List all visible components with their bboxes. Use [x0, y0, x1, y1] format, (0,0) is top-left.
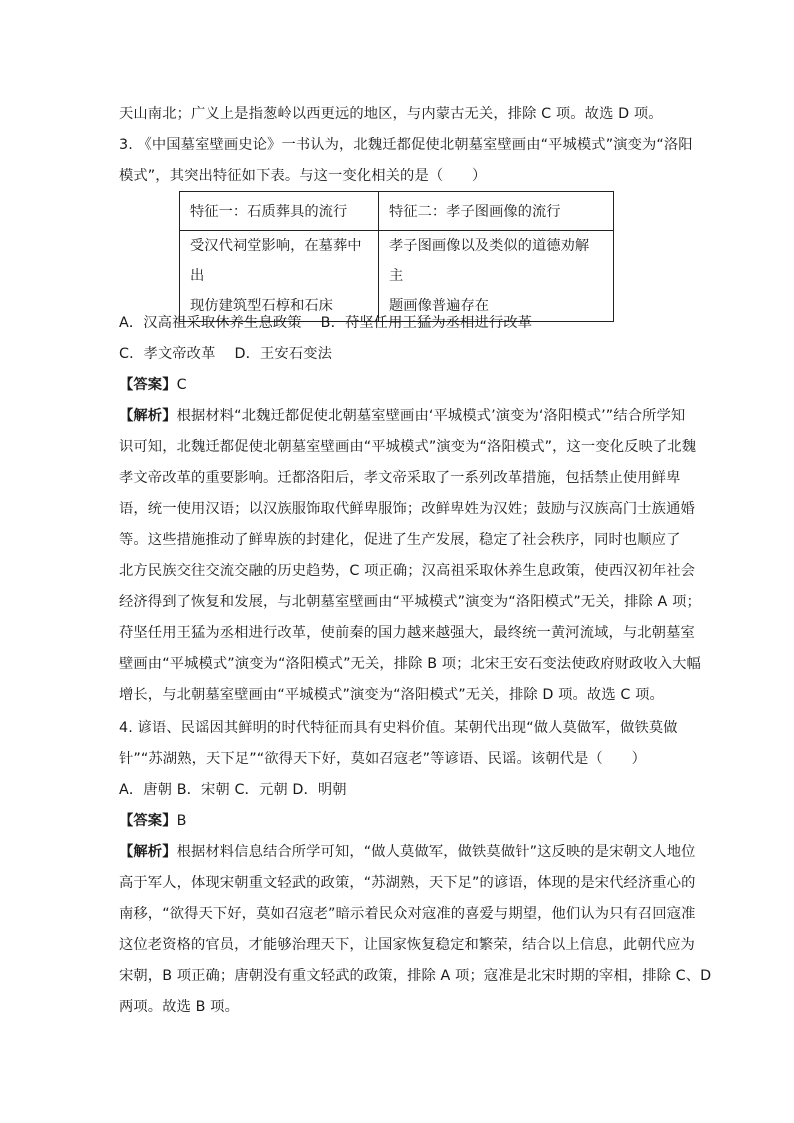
- features-table: [179, 191, 614, 322]
- explanation-line: [119, 406, 685, 426]
- explanation-line: 苻坚任用王猛为丞相进行改革，使前秦的国力越来越强大，最终统一黄河流域，与北朝墓室: [119, 625, 695, 641]
- explanation-line: 等。这些措施推动了鲜卑族的封建化，促进了生产发展，稳定了社会秩序，同时也顺应了: [119, 532, 681, 548]
- table-row: [180, 231, 614, 322]
- explanation-line: 语，统一使用汉语；以汉族服饰取代鲜卑服饰；改鲜卑姓为汉姓；鼓励与汉族高门士族通婚: [119, 501, 695, 517]
- answer-line: [119, 375, 187, 395]
- table-cell: [180, 231, 379, 322]
- explanation-line: 南移，“欲得天下好，莫如召寇老”暗示着民众对寇准的喜爱与期望，他们认为只有召回寇准: [119, 906, 696, 922]
- answer-label: 【答案】: [119, 377, 177, 393]
- explanation-line: 孝文帝改革的重要影响。迁都洛阳后，孝文帝采取了一系列改革措施，包括禁止使用鲜卑: [119, 470, 681, 486]
- question-4-options: A．唐朝 B．宋朝 C．元朝 D．明朝: [119, 782, 347, 798]
- table-cell: [379, 231, 614, 322]
- explanation-line: 识可知，北魏迁都促使北朝墓室壁画由“平城模式”演变为“洛阳模式”，这一变化反映了北魏: [119, 439, 697, 455]
- explanation-line: 两项。故选 B 项。: [119, 999, 239, 1015]
- answer-value: C: [176, 377, 187, 393]
- answer-label: 【答案】: [119, 813, 177, 829]
- explanation-line: 高于军人，体现宋朝重文轻武的政策，“苏湖熟，天下足”的谚语，体现的是宋代经济重心的: [119, 875, 696, 891]
- explanation-line: 北方民族交往交流交融的历史趋势，C 项正确；汉高祖采取休养生息政策，使西汉初年社会: [119, 563, 696, 579]
- cell-line: 现仿建筑型石椁和石床: [190, 298, 333, 314]
- explanation-line: 这位老资格的官员，才能够治理天下，让国家恢复稳定和繁荣，结合以上信息，此朝代应为: [119, 937, 695, 953]
- question-3-stem: 3. 《中国墓室壁画史论》一书认为，北魏迁都促使北朝墓室壁画由“平城模式”演变为“洛阳: [119, 137, 693, 153]
- table-row: [180, 192, 614, 231]
- cell-line: 孝子图画像以及类似的道德劝解主: [389, 238, 590, 284]
- explanation-line: 宋朝，B 项正确；唐朝没有重文轻武的政策，排除 A 项；寇准是北宋时期的宰相，排除 C、D: [119, 968, 712, 984]
- answer-line: [119, 811, 187, 831]
- table-header-cell: 特征一：石质葬具的流行: [180, 192, 379, 231]
- explanation-text: 根据材料“北魏迁都促使北朝墓室壁画由‘平城模式’演变为‘洛阳模式’”结合所学知: [176, 408, 686, 424]
- text-line: 天山南北；广义上是指葱岭以西更远的地区，与内蒙古无关，排除 C 项。故选 D 项。: [119, 106, 663, 122]
- question-3-options: C．孝文帝改革 D．王安石变法: [119, 346, 332, 362]
- question-4-stem: 4. 谚语、民谣因其鲜明的时代特征而具有史料价值。某朝代出现“做人莫做军，做铁莫做: [119, 720, 678, 736]
- explanation-line: 壁画由“平城模式”演变为“洛阳模式”无关，排除 B 项；北宋王安石变法使政府财政收入大幅: [119, 656, 701, 672]
- explanation-line: [119, 842, 696, 862]
- question-3-stem: 模式”，其突出特征如下表。与这一变化相关的是（ ）: [119, 168, 487, 184]
- cell-line: 受汉代祠堂影响，在墓葬中出: [190, 238, 362, 284]
- explanation-label: 【解析】: [119, 844, 177, 860]
- cell-line: 题画像普遍存在: [389, 298, 490, 314]
- question-4-stem: 针”“苏湖熟，天下足”“欲得天下好，莫如召寇老”等谚语、民谣。该朝代是（ ）: [119, 751, 647, 767]
- explanation-line: 经济得到了恢复和发展，与北朝墓室壁画由“平城模式”演变为“洛阳模式”无关，排除 A 项；: [119, 594, 701, 610]
- explanation-label: 【解析】: [119, 408, 177, 424]
- answer-value: B: [176, 813, 187, 829]
- explanation-line: 增长，与北朝墓室壁画由“平城模式”演变为“洛阳模式”无关，排除 D 项。故选 C 项。: [119, 687, 664, 703]
- question-3-options: A．汉高祖采取休养生息政策 B．苻坚任用王猛为丞相进行改革: [119, 315, 533, 331]
- table-header-cell: 特征二：孝子图画像的流行: [379, 192, 614, 231]
- explanation-text: 根据材料信息结合所学可知，“做人莫做军，做铁莫做针”这反映的是宋朝文人地位: [176, 844, 696, 860]
